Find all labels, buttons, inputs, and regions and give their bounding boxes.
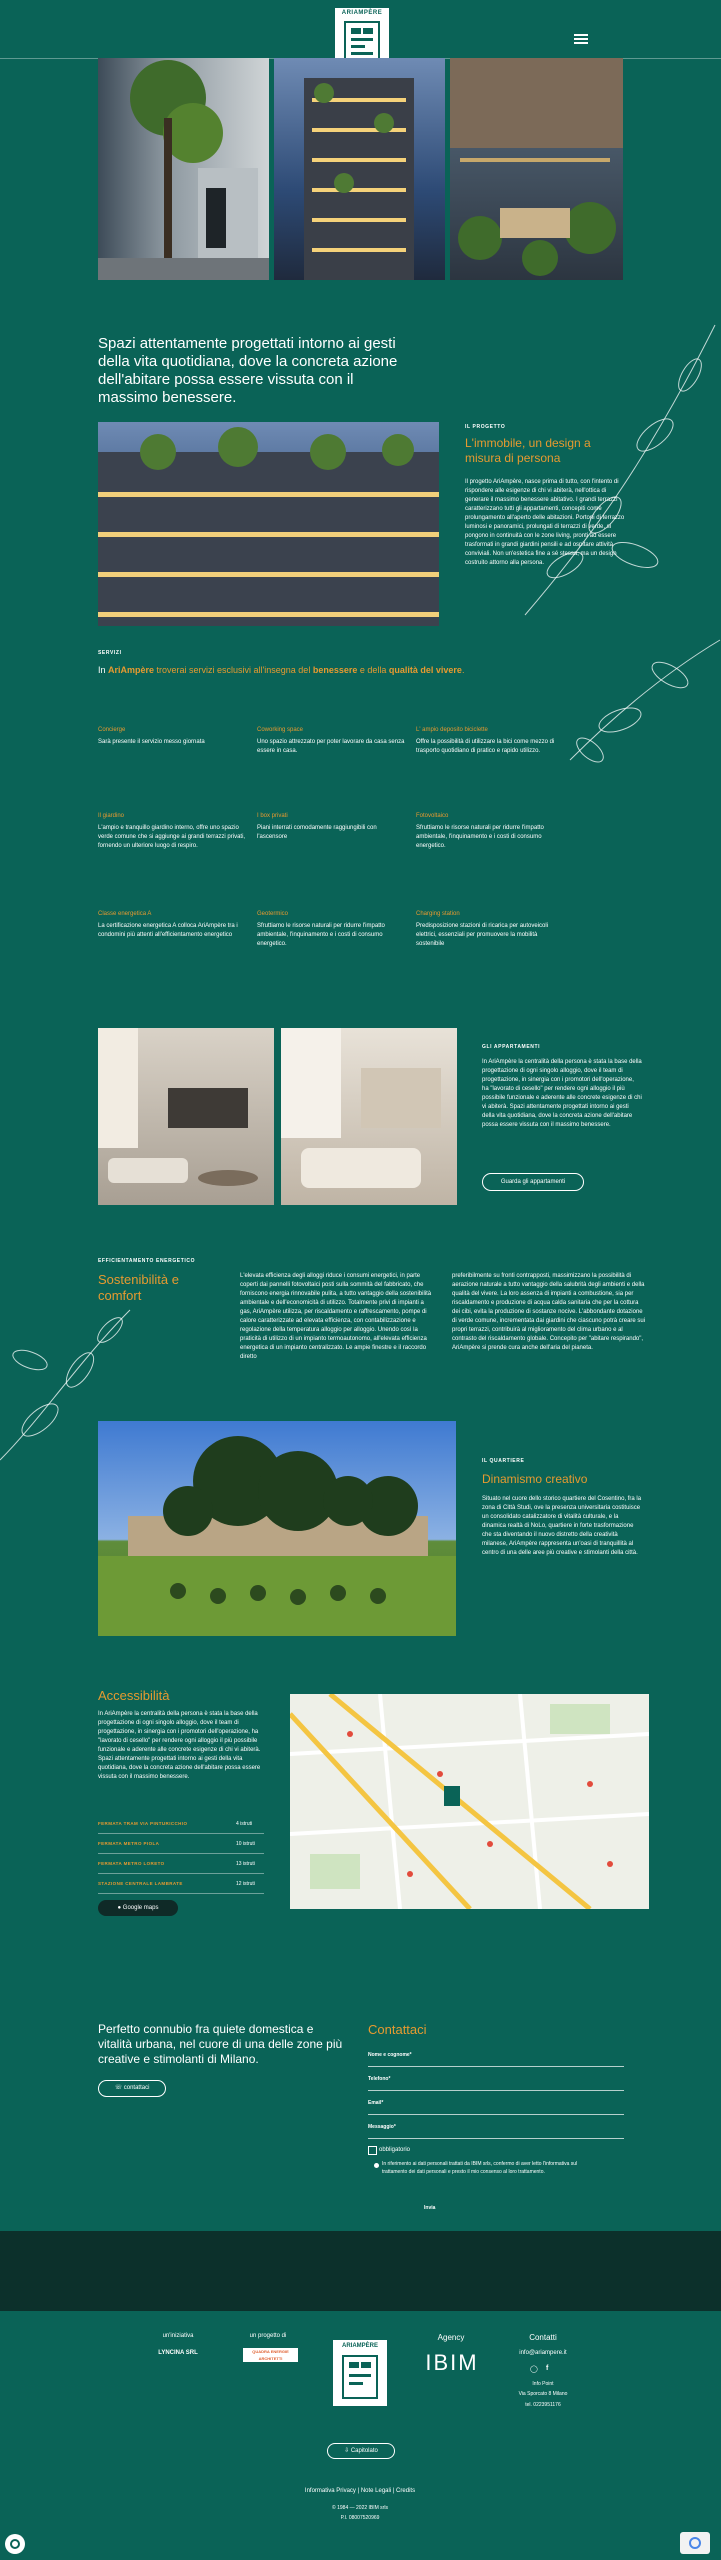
agency-logo[interactable]: IBIM	[425, 2350, 479, 2375]
footer-vat: P.I. 08007520969	[340, 2515, 380, 2521]
footer-logo-text: ARIAMPÈRE	[341, 2343, 378, 2349]
footer-agency-label: Agency	[437, 2333, 465, 2342]
access-row-label: FERMATA METRO PIOLA	[98, 1841, 160, 1846]
facebook-icon[interactable]: f	[546, 2365, 549, 2372]
footer-office-address: Via Sporcato 8 Milano	[518, 2391, 568, 2397]
phone-field[interactable]	[368, 2090, 624, 2091]
hero-image-night	[274, 58, 445, 280]
project-image	[98, 422, 439, 626]
night-building-illustration	[274, 58, 445, 280]
recaptcha-ring	[689, 2537, 701, 2549]
contact-form-title: Contattaci	[368, 2022, 427, 2037]
apartment-image-bedroom	[281, 1028, 457, 1205]
privacy-text: In riferimento ai dati personali trattati da IBIM srls, confermo di aver letto l'informativa sul trattamento dei dati personali e presto il mio consenso al loro trattamento.	[382, 2161, 578, 2175]
contact-button[interactable]	[98, 2080, 166, 2097]
service-item	[98, 813, 248, 851]
brochure-label: Capitolato	[350, 2448, 378, 2454]
access-body: In AriAmpère la centralità della persona è stata la base della progettazione di ogni singolo alloggio, dove il team di progettazione, in sinergia con i promotori dell'operazione, ha "lavorato di cesello" per rendere ogni alloggio il più possibile funzionale e aderente alle concrete esigenze di chi vi abiterà. Spazi attentamente progettati intorno ai gesti della vita quotidiana, dove la concreta azione dell'abitare possa essere vissuta con il massimo benessere.	[98, 1711, 261, 1780]
email-field-label: Email*	[368, 2100, 384, 2106]
district-eyebrow: IL QUARTIERE	[482, 1458, 525, 1464]
contact-headline: Perfetto connubio fra quiete domestica e vitalità urbana, nel cuore di una delle zone più creative e stimolanti di Milano.	[98, 2022, 343, 2066]
services-intro-qualita: qualità del vivere	[388, 665, 462, 675]
apartment-image-living	[98, 1028, 274, 1205]
hamburger-menu-icon[interactable]	[574, 34, 588, 44]
badge-ring	[10, 2539, 20, 2549]
access-row-value: 4 istruti	[236, 1821, 253, 1827]
name-field-label: Nome e cognome*	[368, 2052, 412, 2058]
project-title: L'immobile, un design a misura di persona	[465, 436, 591, 465]
privacy-badge-icon[interactable]	[5, 2534, 25, 2554]
download-icon: ⇩	[344, 2448, 350, 2454]
efficiency-col1: L'elevata efficienza degli alloggi riduce i consumi energetici, in parte coperti dai pannelli fotovoltaici posti sulla sommità del fabbricato, che forniscono energia rinnovabile pulita, a tutto vantaggio della sostenibilità ambientale e dell'economicità di utilizzo. Totalmente privi di impianti a gas, AriAmpère utilizza, per riscaldamento e raffrescamento, pompe di calore caratterizzate ad elevata efficienza, con contabilizzazione e regolazione della temperatura alloggio per alloggio. Unendo così la praticità di utilizzo di un impianto termoautonomo, all'elevata efficienza energetica di un impianto centralizzato. Le ampie finestre e il raccordo diretto	[240, 1273, 432, 1360]
service-text: Offre la possibilità di utilizzare la bici come mezzo di trasporto quotidiano di pratico e rapido utilizzo.	[416, 739, 555, 754]
hero-image-terrace	[450, 58, 623, 280]
access-row-divider	[98, 1873, 264, 1874]
access-row-divider	[98, 1853, 264, 1854]
access-row-label: FERMATA TRAM VIA PINTURICCHIO	[98, 1821, 188, 1826]
project-building-illustration	[98, 422, 439, 626]
efficiency-eyebrow: EFFICIENTAMENTO ENERGETICO	[98, 1258, 196, 1264]
access-row-value: 13 istruti	[236, 1861, 255, 1867]
park-illustration	[98, 1421, 456, 1636]
footer-links[interactable]: Informativa Privacy | Note Legali | Credits	[304, 2488, 416, 2494]
service-title: I box privati	[257, 813, 288, 819]
footer-office-title: Info Point	[532, 2381, 554, 2387]
access-row-value: 10 istruti	[236, 1841, 255, 1847]
message-field-label: Messaggio*	[368, 2124, 396, 2130]
footer-email[interactable]: info@ariampere.it	[519, 2350, 567, 2356]
project-body: Il progetto AriAmpère, nasce prima di tutto, con l'intento di rispondere alle esigenze di chi vi abiterà, nell'ottica di generare il massimo benessere abitativo. I grandi terrazzi caratterizzano tutti gli appartamenti, concepiti come prolungamento all'aperto delle abitazioni. Portoni di terrazzo luminosi e panoramici, prolungati di terrazzi di verde, si pongono in continuità con le zone living, pronti ad essere trasformati in grandi giardini pensili e ad ospitare attività conviviali. Non un'estetica fine a sé stessa, ma un design costruito attorno alla persona.	[465, 479, 625, 566]
efficiency-title: Sostenibilità e comfort	[98, 1272, 179, 1303]
services-intro-and: e della	[357, 665, 389, 675]
service-title: Il giardino	[98, 813, 125, 819]
google-maps-label: Google maps	[122, 1905, 159, 1911]
footer-initiative-label: un'iniziativa	[162, 2333, 194, 2339]
terrace-illustration	[450, 58, 623, 280]
services-intro-benessere: benessere	[312, 665, 358, 675]
hero-image-facade	[98, 58, 269, 280]
service-title: Fotovoltaico	[416, 813, 449, 819]
district-title: Dinamismo creativo	[482, 1472, 588, 1486]
view-apartments-button[interactable]: Guarda gli appartamenti	[482, 1173, 584, 1191]
street-map-illustration	[290, 1694, 649, 1909]
name-field[interactable]	[368, 2066, 624, 2067]
footer-initiative-name: LYNCINA SRL	[158, 2350, 198, 2356]
access-row-divider	[98, 1833, 264, 1834]
services-intro-mid: troverai servizi esclusivi all'insegna del	[154, 665, 313, 675]
service-title: L' ampio deposito biciclette	[416, 727, 488, 733]
recaptcha-badge-icon[interactable]	[680, 2532, 710, 2554]
partner-logo[interactable]: QUADRA ENERGIE ARCHITETTI	[243, 2348, 298, 2362]
service-text: Uno spazio attrezzato per poter lavorare da casa senza essere in casa.	[257, 739, 405, 754]
service-item	[416, 911, 566, 949]
leaf-decoration-1	[505, 315, 721, 625]
service-text: Sfruttiamo le risorse naturali per ridurre l'impatto ambientale, l'inquinamento e i costi di consumo energetico.	[257, 923, 385, 947]
service-item	[257, 813, 407, 842]
leaf-decoration-2	[560, 620, 721, 770]
instagram-icon[interactable]: ◯	[530, 2366, 538, 2373]
services-intro-prefix: In	[98, 665, 109, 675]
footer-band	[0, 2231, 721, 2311]
service-text: Sarà presente il servizio messo giornata	[98, 739, 205, 745]
service-text: Sfruttiamo le risorse naturali per ridurre l'impatto ambientale, l'inquinamento e i costi di consumo energetico.	[416, 825, 544, 849]
service-title: Charging station	[416, 911, 460, 917]
google-maps-button[interactable]	[98, 1900, 178, 1916]
access-row-label: FERMATA METRO LORETO	[98, 1861, 165, 1866]
footer-copyright: © 1984 — 2022 IBIM srls	[332, 2505, 388, 2511]
access-row-label: STAZIONE CENTRALE LAMBRATE	[98, 1881, 183, 1886]
bedroom-illustration	[281, 1028, 457, 1205]
access-title: Accessibilità	[98, 1688, 170, 1703]
footer-contacts-title: Contatti	[529, 2333, 557, 2342]
send-button[interactable]: Invia	[424, 2205, 436, 2211]
district-image	[98, 1421, 456, 1636]
map-pin-icon: ●	[117, 1905, 122, 1911]
footer-project-label: un progetto di	[249, 2333, 287, 2339]
required-checkbox[interactable]	[368, 2146, 377, 2155]
contact-button-label: contattaci	[123, 2085, 150, 2091]
service-text: Predisposizione stazioni di ricarica per autoveicoli elettrici, essenziali per promuovere la mobilità sostenibile	[416, 923, 549, 947]
service-title: Geotermico	[257, 911, 289, 917]
service-item	[416, 727, 566, 756]
intro-headline: Spazi attentamente progettati intorno ai gesti della vita quotidiana, dove la concreta azione dell'abitare possa essere vissuta con il massimo benessere.	[98, 335, 398, 406]
access-row-divider	[98, 1893, 264, 1894]
service-item	[98, 727, 248, 747]
services-intro	[98, 665, 578, 675]
logo-text: ARIAMPÈRE	[341, 10, 383, 16]
district-body: Situato nel cuore dello storico quartiere del Cosentino, fra la zona di Città Studi, ove la presenza universitaria costituisce un consolidato catalizzatore di vitalità culturale, e la dinamica realtà di NoLo, quartiere in forte trasformazione che sta diventando il nuovo distretto della creatività milanese, AriAmpère rappresenta un'oasi di tranquillità al centro di una delle aree più creative e stimolanti della città.	[482, 1496, 642, 1556]
service-title: Concierge	[98, 727, 126, 733]
required-label: obbligatorio	[379, 2147, 411, 2153]
project-eyebrow: IL PROGETTO	[465, 424, 506, 430]
phone-icon: ☏	[114, 2085, 123, 2091]
footer-logo-mark	[333, 2352, 387, 2406]
service-item	[98, 911, 248, 940]
services-intro-end: .	[461, 665, 465, 675]
service-title: Coworking space	[257, 727, 304, 733]
location-map[interactable]	[290, 1694, 649, 1909]
service-text: La certificazione energetica A colloca AriAmpère tra i condomini più attenti all'efficientamento energetico	[98, 923, 238, 938]
efficiency-col2: preferibilmente su fronti contrapposti, massimizzano la possibilità di aerazione naturale a tutto vantaggio della salubrità degli ambienti e della qualità del vivere. La loro assenza di impianti a combustione, sia per riscaldamento e produzione di acqua calda sanitaria che per la cottura dei cibi, evita la produzione di sostanze nocive. L'abbondante dotazione di verde comune, incrementata dai giardini che ciascuno potrà creare sui propri terrazzi, contribuirà al miglioramento del clima urbano e al contrasto del riscaldamento globale. Concepito per "abitare respirando", AriAmpère si prende cura anche dell'aria del pianeta.	[452, 1273, 646, 1351]
footer-phone[interactable]: tel. 0223951176	[525, 2402, 561, 2408]
service-text: L'ampio e tranquillo giardino interno, offre uno spazio verde comune che si aggiunge ai grandi terrazzi privati, fornendo un ulteriore luogo di respiro.	[98, 825, 246, 849]
building-facade-illustration	[98, 58, 269, 280]
apartments-eyebrow: GLI APPARTAMENTI	[482, 1044, 541, 1050]
message-field[interactable]	[368, 2138, 624, 2139]
brochure-button[interactable]	[327, 2443, 395, 2459]
service-item	[257, 727, 407, 756]
services-eyebrow: SERVIZI	[98, 650, 122, 656]
phone-field-label: Telefono*	[368, 2076, 391, 2082]
service-item	[416, 813, 566, 851]
access-row-value: 12 istruti	[236, 1881, 255, 1887]
email-field[interactable]	[368, 2114, 624, 2115]
service-text: Piani interrati comodamente raggiungibili con l'ascensore	[257, 825, 377, 840]
footer-logo[interactable]	[333, 2340, 387, 2406]
service-item	[257, 911, 407, 949]
service-title: Classe energetica A	[98, 911, 152, 917]
services-intro-brand: AriAmpère	[108, 665, 155, 675]
apartments-body: In AriAmpère la centralità della persona è stata la base della progettazione di ogni singolo alloggio, dove il team di progettazione, in sinergia con i promotori dell'operazione, ha "lavorato di cesello" per rendere ogni alloggio il più possibile funzionale e aderente alle concrete esigenze di chi vi abiterà. Spazi attentamente progettati intorno ai gesti della vita quotidiana, dove la concreta azione dell'abitare possa essere vissuta con il massimo benessere.	[482, 1059, 642, 1128]
privacy-radio[interactable]	[374, 2163, 379, 2168]
living-room-illustration	[98, 1028, 274, 1205]
